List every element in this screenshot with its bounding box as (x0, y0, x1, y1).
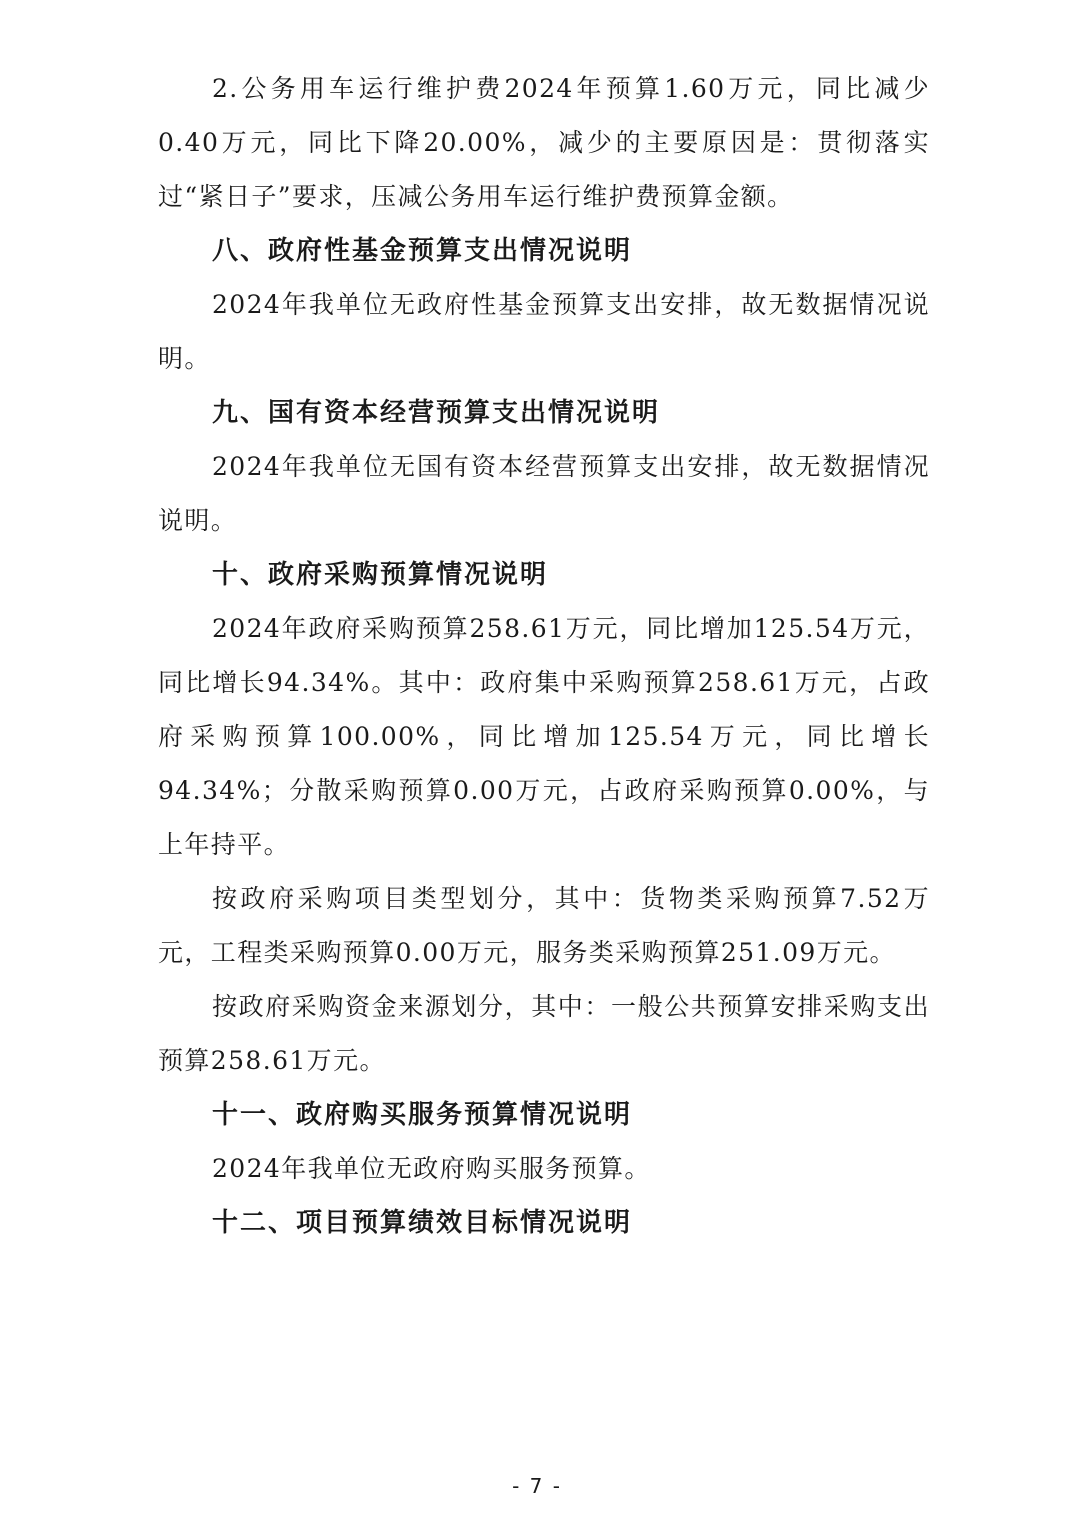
paragraph-vehicle-maintenance: 2.公务用车运行维护费2024年预算1.60万元，同比减少0.40万元，同比下降20.00%，减少的主要原因是：贯彻落实过“紧日子”要求，压减公务用车运行维护费预算金额。 (158, 74, 930, 211)
paragraph-procurement-by-source: 按政府采购资金来源划分，其中：一般公共预算安排采购支出预算258.61万元。 (158, 992, 930, 1075)
heading-procurement: 十、政府采购预算情况说明 (212, 560, 549, 590)
page-number: - 7 - (512, 1474, 562, 1498)
heading-government-fund: 八、政府性基金预算支出情况说明 (212, 236, 633, 266)
heading-performance-goals: 十二、项目预算绩效目标情况说明 (212, 1208, 633, 1238)
paragraph-purchase-services: 2024年我单位无政府购买服务预算。 (212, 1154, 651, 1183)
paragraph-procurement-by-type: 按政府采购项目类型划分，其中：货物类采购预算7.52万元，工程类采购预算0.00万元，服务类采购预算251.09万元。 (158, 884, 930, 967)
paragraph-procurement-total: 2024年政府采购预算258.61万元，同比增加125.54万元，同比增长94.34%。其中：政府集中采购预算258.61万元，占政府采购预算100.00%，同比增加125.54万元，同比增长94.34%；分散采购预算0.00万元，占政府采购预算0.00%，与上年持平。 (158, 614, 930, 859)
heading-purchase-services: 十一、政府购买服务预算情况说明 (212, 1100, 633, 1130)
heading-state-capital: 九、国有资本经营预算支出情况说明 (212, 398, 661, 428)
document-page (158, 62, 930, 1250)
paragraph-government-fund: 2024年我单位无政府性基金预算支出安排，故无数据情况说明。 (158, 290, 930, 373)
paragraph-state-capital: 2024年我单位无国有资本经营预算支出安排，故无数据情况说明。 (158, 452, 930, 535)
